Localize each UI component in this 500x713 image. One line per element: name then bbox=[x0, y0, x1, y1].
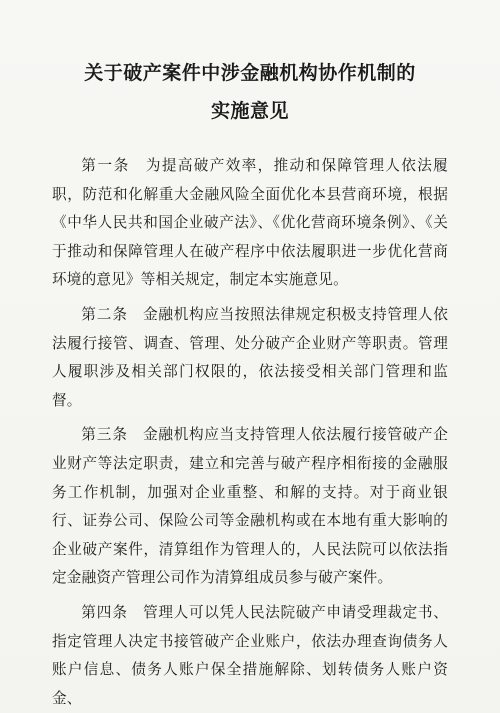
article-1-text: 为提高破产效率，推动和保障管理人依法履职，防范和化解重大金融风险全面优化本县营商环境，根据《中华人民共和国企业破产法》、《优化营商环境条例》、《关于推动和保障管理人在破产程序中依法履职进一步优化营商环境的意见》等相关规定，制定本实施意见。 bbox=[52, 157, 448, 289]
article-3 bbox=[52, 421, 448, 593]
article-4-text: 管理人可以凭人民法院破产申请受理裁定书、指定管理人决定书接管破产企业账户，依法办理查询债务人账户信息、债务人账户保全措施解除、划转债务人账户资金、 bbox=[52, 603, 448, 707]
article-1-number: 第一条 bbox=[81, 157, 130, 174]
article-2 bbox=[52, 301, 448, 415]
article-3-number: 第三条 bbox=[81, 426, 128, 444]
article-1 bbox=[52, 152, 448, 295]
document-title-line-1: 关于破产案件中涉金融机构协作机制的 bbox=[84, 62, 416, 84]
article-3-text: 金融机构应当支持管理人依法履行接管破产企业财产等法定职责，建立和完善与破产程序相衔接的金融服务工作机制，加强对企业重整、和解的支持。对于商业银行、证券公司、保险公司等金融机构或在本地有重大影响的企业破产案件，清算组作为管理人的，人民法院可以依法指定金融资产管理公司作为清算组成员参与破产案件。 bbox=[52, 426, 448, 587]
article-2-number: 第二条 bbox=[81, 305, 128, 323]
article-4 bbox=[52, 599, 448, 713]
article-2-text: 金融机构应当按照法律规定积极支持管理人依法履行接管、调查、管理、处分破产企业财产等职责。管理人履职涉及相关部门权限的，依法接受相关部门管理和监督。 bbox=[52, 305, 448, 409]
article-4-number: 第四条 bbox=[81, 603, 128, 621]
document-title-line-2: 实施意见 bbox=[210, 100, 289, 122]
